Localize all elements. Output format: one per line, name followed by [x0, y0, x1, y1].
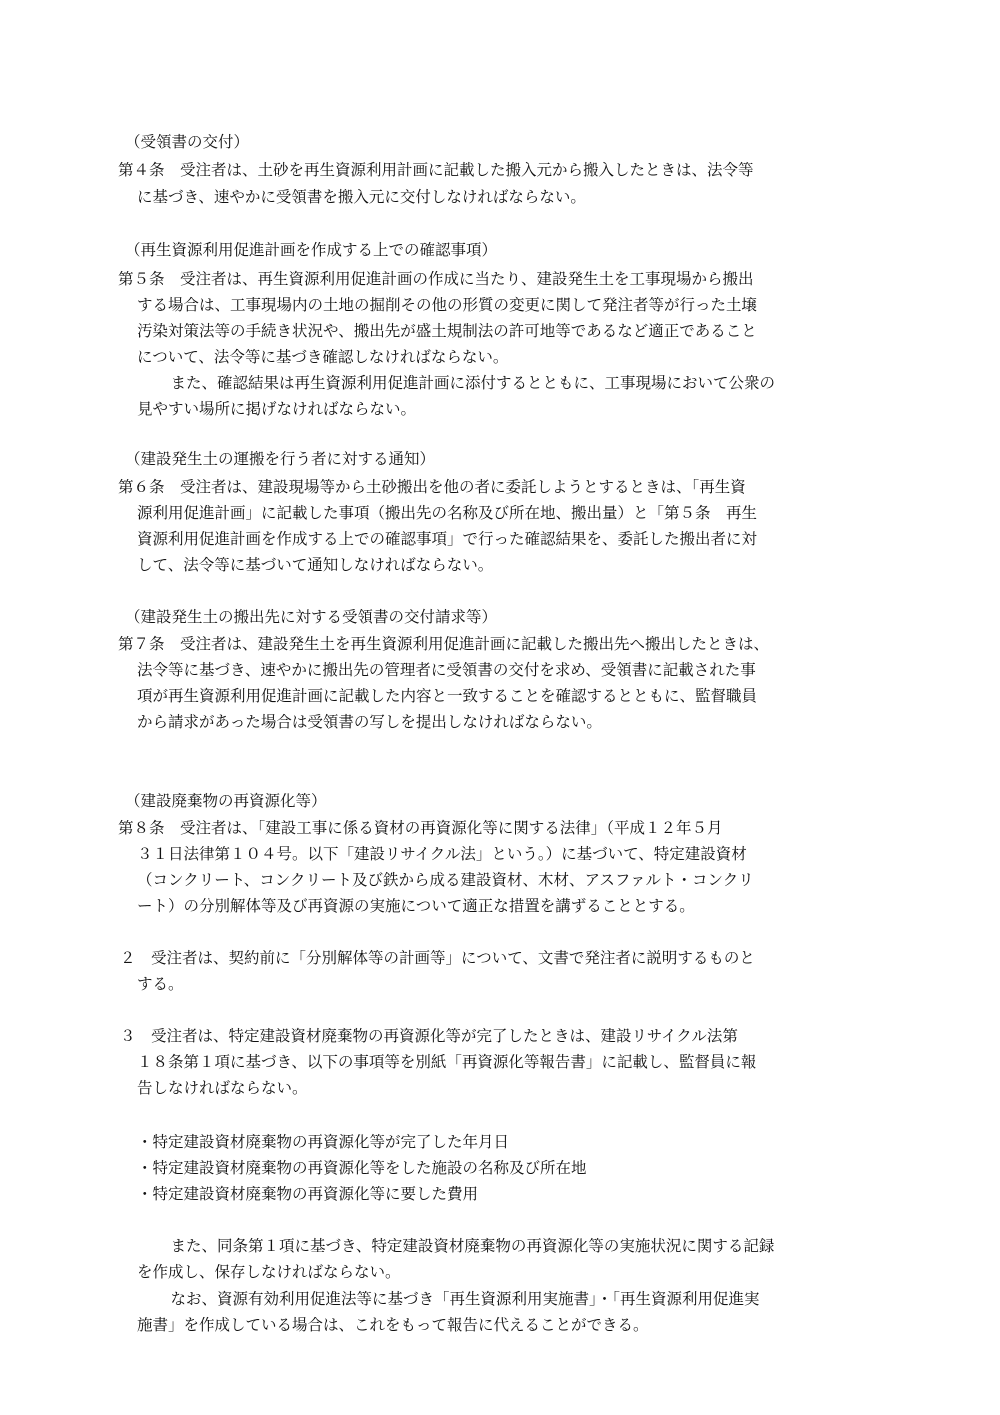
body-line: する。 — [137, 975, 184, 993]
body-line: を作成し、保存しなければならない。 — [137, 1263, 401, 1281]
body-line: 項が再生資源利用促進計画に記載した内容と一致することを確認するとともに、監督職員 — [137, 687, 758, 705]
bullet-line: ・特定建設資材廃棄物の再資源化等をした施設の名称及び所在地 — [137, 1159, 587, 1177]
body-line: 汚染対策法等の手続き状況や、搬出先が盛土規制法の許可地等であるなど適正であること — [137, 322, 757, 340]
heading-line: （再生資源利用促進計画を作成する上での確認事項） — [125, 241, 498, 259]
body-line: ３１日法律第１０４号。以下「建設リサイクル法」という。）に基づいて、特定建設資材 — [137, 845, 747, 863]
body-line: について、法令等に基づき確認しなければならない。 — [137, 348, 509, 366]
article-line: 第５条 受注者は、再生資源利用促進計画の作成に当たり、建設発生土を工事現場から搬出 — [118, 270, 754, 288]
article-line: 第８条 受注者は、「建設工事に係る資材の再資源化等に関する法律」（平成１２年５月 — [118, 819, 723, 837]
body-line: 施書」を作成している場合は、これをもって報告に代えることができる。 — [137, 1316, 649, 1334]
body-line: 資源利用促進計画を作成する上での確認事項」で行った確認結果を、委託した搬出者に対 — [137, 530, 758, 548]
body-line: して、法令等に基づいて通知しなければならない。 — [137, 556, 494, 574]
body-line: 法令等に基づき、速やかに搬出先の管理者に受領書の交付を求め、受領書に記載された事 — [137, 661, 756, 679]
paragraph-line: ３ 受注者は、特定建設資材廃棄物の再資源化等が完了したときは、建設リサイクル法第 — [120, 1027, 738, 1045]
body-line: なお、資源有効利用促進法等に基づき「再生資源利用実施書」・「再生資源利用促進実 — [155, 1290, 760, 1308]
heading-line: （建設発生土の運搬を行う者に対する通知） — [125, 450, 436, 468]
body-line: また、同条第１項に基づき、特定建設資材廃棄物の再資源化等の実施状況に関する記録 — [155, 1237, 775, 1255]
body-line: 告しなければならない。 — [137, 1079, 308, 1097]
bullet-line: ・特定建設資材廃棄物の再資源化等が完了した年月日 — [137, 1133, 510, 1151]
article-line: 第６条 受注者は、建設現場等から土砂搬出を他の者に委託しようとするときは、「再生資 — [118, 478, 746, 496]
paragraph-line: ２ 受注者は、契約前に「分別解体等の計画等」について、文書で発注者に説明するものと — [120, 949, 755, 967]
body-line: 見やすい場所に掲げなければならない。 — [137, 400, 417, 418]
heading-line: （建設廃棄物の再資源化等） — [125, 792, 327, 810]
bullet-line: ・特定建設資材廃棄物の再資源化等に要した費用 — [137, 1185, 479, 1203]
body-line: 源利用促進計画」に記載した事項（搬出先の名称及び所在地、搬出量）と「第５条 再生 — [137, 504, 758, 522]
body-line: する場合は、工事現場内の土地の掘削その他の形質の変更に関して発注者等が行った土壌 — [137, 296, 758, 314]
body-line: ート）の分別解体等及び再資源の実施について適正な措置を講ずることとする。 — [137, 897, 695, 915]
body-line: （コンクリート、コンクリート及び鉄から成る建設資材、木材、アスファルト・コンクリ — [137, 871, 754, 889]
body-line: から請求があった場合は受領書の写しを提出しなければならない。 — [137, 713, 602, 731]
article-line: 第４条 受注者は、土砂を再生資源利用計画に記載した搬入元から搬入したときは、法令等 — [118, 161, 754, 179]
article-line: 第７条 受注者は、建設発生土を再生資源利用促進計画に記載した搬出先へ搬出したときは、 — [118, 635, 770, 653]
body-line: に基づき、速やかに受領書を搬入元に交付しなければならない。 — [137, 188, 586, 206]
body-line: また、確認結果は再生資源利用促進計画に添付するとともに、工事現場において公衆の — [155, 374, 776, 392]
heading-line: （受領書の交付） — [125, 133, 250, 151]
heading-line: （建設発生土の搬出先に対する受領書の交付請求等） — [125, 608, 498, 626]
body-line: １８条第１項に基づき、以下の事項等を別紙「再資源化等報告書」に記載し、監督員に報 — [137, 1053, 757, 1071]
